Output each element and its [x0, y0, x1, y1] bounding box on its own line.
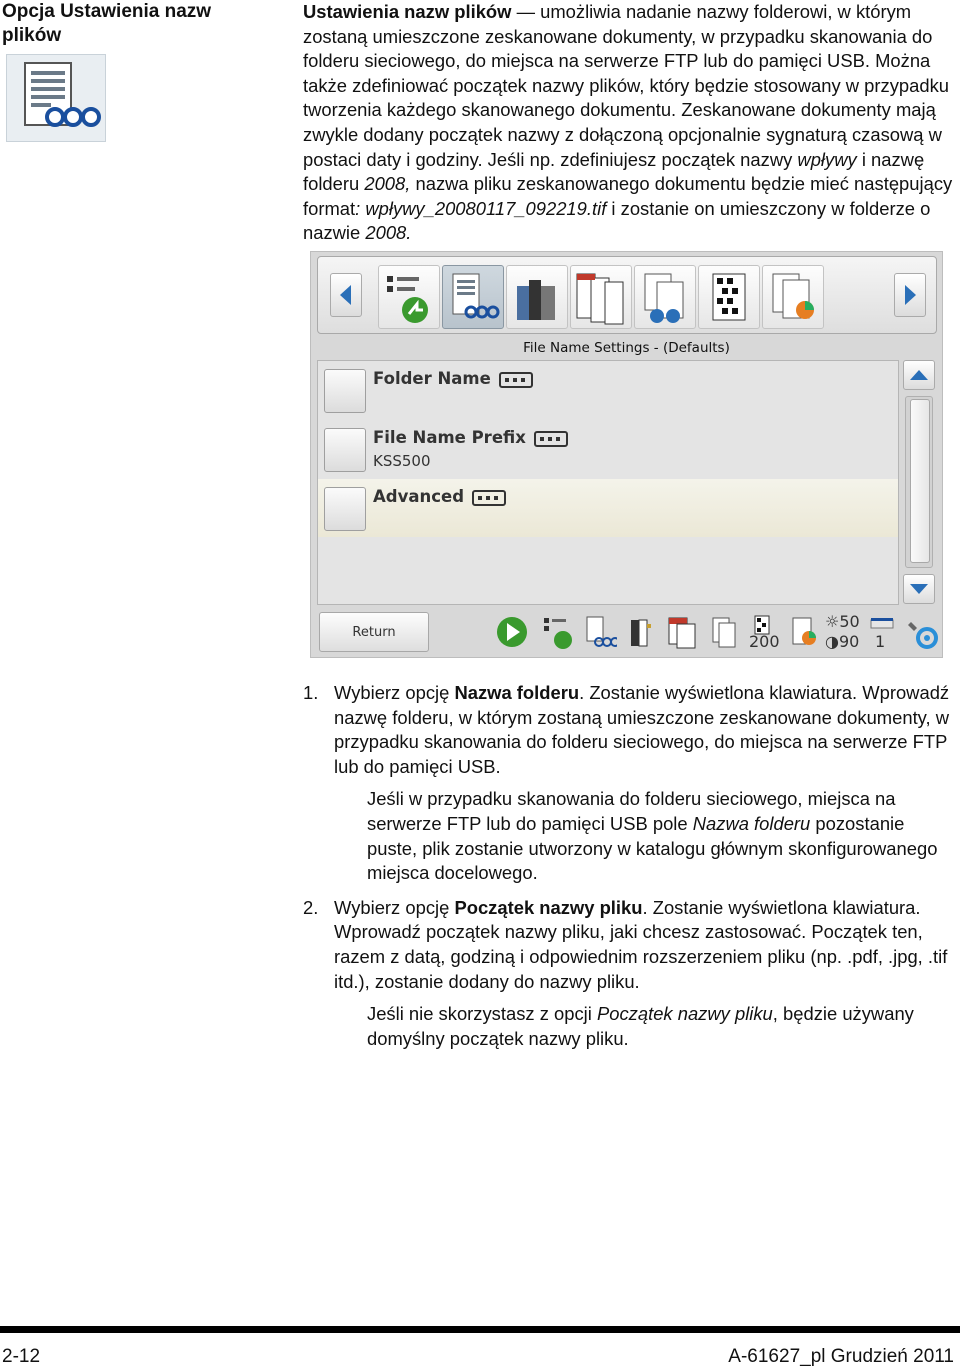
panel-title: File Name Settings - (Defaults) — [523, 340, 730, 356]
scroll-up-button[interactable] — [903, 360, 935, 390]
contrast-icon: ◑ — [825, 632, 839, 651]
scrollbar[interactable] — [903, 360, 935, 605]
intro-example-folder: 2008, — [364, 173, 411, 195]
intro-text-2: i nazwę folderu — [303, 148, 925, 195]
settings-toolbar — [317, 256, 937, 334]
page-number: 2-12 — [2, 1346, 41, 1367]
scroll-thumb[interactable] — [910, 399, 930, 563]
step-number: 1. — [303, 682, 319, 703]
settings-shortcut-icon[interactable] — [905, 614, 939, 655]
intro-lead: Ustawienia nazw plików — [303, 1, 512, 22]
file-name-settings-icon[interactable] — [442, 265, 504, 329]
folder-name-label: Folder Name — [373, 369, 533, 388]
file-name-prefix-label: File Name Prefix — [373, 428, 568, 447]
resolution-icon[interactable] — [698, 265, 760, 329]
keyboard-icon — [472, 490, 506, 506]
step-text: . Zostanie wyświetlona klawiatura. Wprowadź nazwę folderu, w którym zostaną umieszczone zeskanowane dokumenty, w przypadku skanowania do folderu sieciowego, do miejsca na serwerze FTP lub do pamięci USB. — [334, 682, 950, 777]
intro-text-4: i zostanie on umieszczony w folderze o nazwie — [303, 197, 931, 244]
list-item[interactable] — [318, 361, 898, 419]
file-name-status-icon — [583, 614, 617, 655]
step-note: Jeśli nie skorzystasz z opcji Początek nazwy pliku, będzie używany domyślny początek nazwy pliku. — [367, 1003, 914, 1049]
advanced-label: Advanced — [373, 487, 506, 506]
file-type-status-icon — [665, 614, 699, 655]
list-item — [303, 681, 958, 886]
intro-text-1: — umożliwia nadanie nazwy folderowi, w którym zostaną umieszczone zeskanowane dokumenty, w przypadku skanowania do folderu sieciowego, do miejsca na serwerze FTP lub do pamięci USB. Można także zdefiniować początek nazwy plików, który będzie stosowany w przypadku tworzenia każdego skanowanego dokumentu. Zeskanowane dokumenty mają zwykle dodany początek nazwy z dołączoną opcjonalnie sygnaturą czasową w postaci daty i godziny. Jeśli np. zdefiniujesz początek nazwy — [303, 1, 950, 170]
keyboard-icon — [499, 372, 533, 388]
scroll-track[interactable] — [905, 396, 933, 568]
file-type-icon[interactable] — [570, 265, 632, 329]
step-option-name: Nazwa folderu — [454, 682, 580, 703]
step-number: 2. — [303, 896, 319, 918]
content-type-icon[interactable] — [762, 265, 824, 329]
status-bar — [317, 612, 937, 654]
step-option-name: Początek nazwy pliku — [454, 896, 643, 918]
footer-rule — [0, 1326, 960, 1333]
intro-example-folder-2: 2008. — [365, 222, 412, 244]
brightness-value: 50 — [839, 612, 860, 631]
start-scan-icon[interactable] — [495, 614, 529, 655]
list-item[interactable] — [318, 420, 898, 478]
list-item — [303, 896, 958, 1052]
advanced-checkbox[interactable] — [324, 487, 366, 531]
duplex-status-icon — [707, 614, 741, 655]
color-icon[interactable] — [506, 265, 568, 329]
file-name-prefix-value: KSS500 — [373, 452, 431, 470]
step-text: Wybierz opcję — [334, 896, 455, 918]
content-status-icon — [789, 614, 823, 655]
folder-name-checkbox[interactable] — [324, 369, 366, 413]
contrast-row — [825, 632, 859, 651]
section-title: Opcja Ustawienia nazw plików — [2, 1, 212, 46]
brightness-icon: ☼ — [825, 612, 840, 631]
step-text: . Zostanie wyświetlona klawiatura. Wprowadź początek nazwy pliku, jaki chcesz zastosować. Początek ten, razem z datą, godziną i odpowiednim rozszerzeniem pliku (np. .pdf, .jpg, .tif itd.), zostanie dodany do nazwy pliku. — [334, 896, 948, 992]
destination-status-icon — [541, 614, 575, 655]
steps-list — [303, 681, 958, 1061]
resolution-value: 200 — [749, 632, 780, 651]
destination-icon[interactable] — [378, 265, 440, 329]
file-name-settings-icon — [6, 54, 106, 142]
brightness-row — [825, 612, 860, 631]
toolbar-next-button[interactable] — [894, 273, 926, 317]
scanner-screen — [310, 251, 943, 658]
list-item[interactable] — [318, 479, 898, 537]
step-text: Wybierz opcję — [334, 682, 455, 703]
file-name-prefix-checkbox[interactable] — [324, 428, 366, 472]
keyboard-icon — [534, 431, 568, 447]
step-note: Jeśli w przypadku skanowania do folderu sieciowego, miejsca na serwerze FTP lub do pamięci USB pole Nazwa folderu pozostanie puste, plik zostanie utworzony w katalogu głównym skonfigurowanego miejsca docelowego. — [367, 788, 938, 884]
toolbar-prev-button[interactable] — [330, 273, 362, 317]
color-status-icon — [625, 614, 659, 655]
document-id: A-61627_pl Grudzień 2011 — [728, 1346, 954, 1367]
intro-example-file: : wpływy_20080117_092219.tif — [355, 197, 607, 219]
intro-paragraph — [303, 0, 958, 246]
contrast-value: 90 — [838, 632, 860, 651]
intro-example-prefix: wpływy — [797, 148, 857, 170]
copies-value: 1 — [875, 632, 886, 651]
return-button[interactable]: Return — [319, 612, 429, 652]
settings-list — [317, 360, 899, 605]
scroll-down-button[interactable] — [903, 574, 935, 604]
duplex-icon[interactable] — [634, 265, 696, 329]
intro-text-3: nazwa pliku zeskanowanego dokumentu będzie mieć następujący format — [303, 173, 953, 219]
